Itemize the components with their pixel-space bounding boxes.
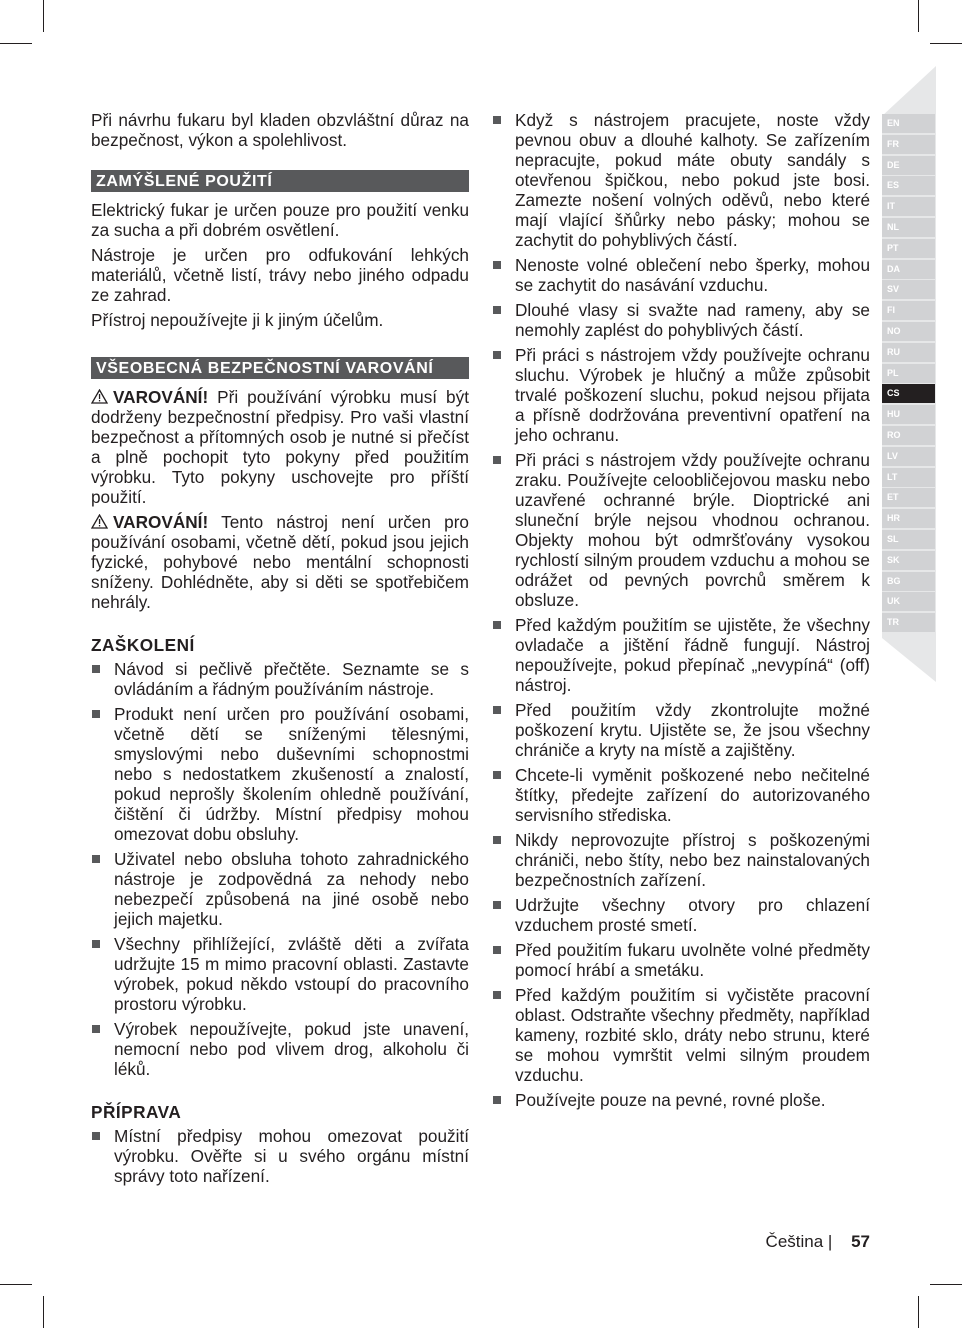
left-column xyxy=(91,110,469,1191)
square-bullet-icon xyxy=(493,946,501,954)
footer-language: Čeština xyxy=(765,1232,824,1251)
list-item: Před každým použitím si vyčistěte pracovní oblast. Odstraňte všechny předměty, například kameny, rozbité sklo, dráty nebo strunu, které se mohou vymrštit velmi silným proudem vzduchu. xyxy=(492,985,870,1085)
list-item: Chcete-li vyměnit poškozené nebo nečitelné štítky, předejte zařízení do autorizovaného servisního střediska. xyxy=(492,765,870,825)
intended-use-paragraph: Přístroj nepoužívejte ji k jiným účelům. xyxy=(91,310,384,330)
language-tab-da[interactable]: DA xyxy=(882,260,935,279)
language-tab-pt[interactable]: PT xyxy=(882,239,935,258)
warning-label: VAROVÁNÍ! xyxy=(113,512,209,532)
square-bullet-icon xyxy=(92,855,100,863)
language-tab-nl[interactable]: NL xyxy=(882,218,935,237)
square-bullet-icon xyxy=(493,901,501,909)
list-item: Produkt není určen pro používání osobami, včetně dětí se sníženými tělesnými, smyslovými nebo duševními schopnostmi nebo s nedostatkem zkušeností a znalostí, pokud neprošly školením ohledně používání, čištění či údržby. Místní předpisy mohou omezovat dobu obsluhy. xyxy=(91,704,469,844)
list-item: Před použitím fukaru uvolněte volné předměty pomocí hrábí a smetáku. xyxy=(492,940,870,980)
crop-mark xyxy=(930,1284,962,1285)
square-bullet-icon xyxy=(493,836,501,844)
training-list xyxy=(91,659,469,1079)
language-tab-tr[interactable]: TR xyxy=(882,613,935,632)
language-tab-sk[interactable]: SK xyxy=(882,551,935,570)
square-bullet-icon xyxy=(493,1096,501,1104)
warning-label: VAROVÁNÍ! xyxy=(113,387,209,407)
list-item: Používejte pouze na pevné, rovné ploše. xyxy=(492,1090,870,1110)
list-item: Udržujte všechny otvory pro chlazení vzduchem prosté smetí. xyxy=(492,895,870,935)
list-item: Při práci s nástrojem vždy používejte ochranu zraku. Používejte celoobličejovou masku nebo uzavřené ochranné brýle. Dioptrické ani sluneční brýle nejsou vhodnou ochranou. Objekty mohou být odmršťovány vysokou rychlostí silným proudem vzduchu a mohou se odrážet od pevných povrchů směrem k obsluze. xyxy=(492,450,870,610)
list-item: Když s nástrojem pracujete, noste vždy pevnou obuv a dlouhé kalhoty. Se zařízením nepracujte, pokud máte obuty sandály s otevřenou špičkou, nebo pokud jste bosi. Zamezte nošení volných oděvů, nebo které mají vlající šňůrky nebo pásky; mohou se zachytit do pohyblivých částí. xyxy=(492,110,870,250)
list-item: Návod si pečlivě přečtěte. Seznamte se s ovládáním a řádným používáním nástroje. xyxy=(91,659,469,699)
square-bullet-icon xyxy=(493,991,501,999)
page-footer xyxy=(766,1232,870,1252)
list-item: Všechny přihlížející, zvláště děti a zvířata udržujte 15 m mimo pracovní oblasti. Zastavte výrobek, pokud někdo vstoupí do pracovního prostoru výrobku. xyxy=(91,934,469,1014)
safety-list xyxy=(492,110,870,1110)
warning-paragraph xyxy=(91,387,469,507)
square-bullet-icon xyxy=(92,665,100,673)
crop-mark xyxy=(43,1296,44,1328)
language-tab-es[interactable]: ES xyxy=(882,176,935,195)
language-tab-sv[interactable]: SV xyxy=(882,280,935,299)
list-item: Místní předpisy mohou omezovat použití výrobku. Ověřte si u svého orgánu místní správy toto nařízení. xyxy=(91,1126,469,1186)
square-bullet-icon xyxy=(493,116,501,124)
language-tab-ro[interactable]: RO xyxy=(882,426,935,445)
language-tab-hr[interactable]: HR xyxy=(882,509,935,528)
language-tab-et[interactable]: ET xyxy=(882,488,935,507)
crop-mark xyxy=(0,43,32,44)
subheading-preparation: PŘÍPRAVA xyxy=(91,1102,182,1122)
warning-paragraph xyxy=(91,512,469,612)
intro-paragraph: Při návrhu fukaru byl kladen obzvláštní důraz na bezpečnost, výkon a spolehlivost. xyxy=(91,110,469,150)
preparation-list xyxy=(91,1126,469,1186)
language-tab-lt[interactable]: LT xyxy=(882,468,935,487)
language-tab-en[interactable]: EN xyxy=(882,114,935,133)
language-tab-no[interactable]: NO xyxy=(882,322,935,341)
language-tab-uk[interactable]: UK xyxy=(882,592,935,611)
page-number: 57 xyxy=(851,1232,870,1251)
crop-mark xyxy=(43,0,44,32)
language-tab-fi[interactable]: FI xyxy=(882,301,935,320)
square-bullet-icon xyxy=(493,706,501,714)
intended-use-paragraph: Elektrický fukar je určen pouze pro použití venku za sucha a při dobrém osvětlení. xyxy=(91,200,469,240)
language-tab-bg[interactable]: BG xyxy=(882,572,935,591)
subheading-training: ZAŠKOLENÍ xyxy=(91,635,195,655)
list-item: Nenoste volné oblečení nebo šperky, mohou se zachytit do nasávání vzduchu. xyxy=(492,255,870,295)
square-bullet-icon xyxy=(493,771,501,779)
right-column xyxy=(492,110,870,1115)
list-item: Nikdy neprovozujte přístroj s poškozenými chrániči, nebo štíty, nebo bez nainstalovaných bezpečnostních zařízení. xyxy=(492,830,870,890)
list-item: Uživatel nebo obsluha tohoto zahradnického nástroje je zodpovědná za nehody nebo nebezpečí způsobená na jiné osobě nebo jejich majetku. xyxy=(91,849,469,929)
footer-separator: | xyxy=(827,1232,833,1251)
language-tab-cs[interactable]: CS xyxy=(882,384,935,403)
list-item: Před použitím vždy zkontrolujte možné poškození krytu. Ujistěte se, že jsou všechny chrániče a kryty na místě a zajištěny. xyxy=(492,700,870,760)
crop-mark xyxy=(930,43,962,44)
square-bullet-icon xyxy=(92,710,100,718)
list-item: Výrobek nepoužívejte, pokud jste unavení, nemocní nebo pod vlivem drog, alkoholu či léků. xyxy=(91,1019,469,1079)
language-tab-sl[interactable]: SL xyxy=(882,530,935,549)
square-bullet-icon xyxy=(493,621,501,629)
language-tab-lv[interactable]: LV xyxy=(882,447,935,466)
language-tab-hu[interactable]: HU xyxy=(882,405,935,424)
square-bullet-icon xyxy=(92,940,100,948)
warning-text: Při používání výrobku musí být dodrženy bezpečnostní předpisy. Pro vaši vlastní bezpečnost a přítomných osob je nutné si přečíst a plně pochopit tyto pokyny před použitím výrobku. Tyto pokyny uschovejte pro příští použití. xyxy=(91,387,469,507)
crop-mark xyxy=(918,0,919,32)
list-item: Dlouhé vlasy si svažte nad rameny, aby se nemohly zaplést do pohyblivých částí. xyxy=(492,300,870,340)
square-bullet-icon xyxy=(92,1132,100,1140)
intended-use-paragraph: Nástroje je určen pro odfukování lehkých materiálů, včetně listí, trávy nebo jiného odpadu ze zahrad. xyxy=(91,245,469,305)
language-tab-de[interactable]: DE xyxy=(882,156,935,175)
square-bullet-icon xyxy=(493,351,501,359)
warning-triangle-icon xyxy=(91,389,108,404)
language-tab-pl[interactable]: PL xyxy=(882,364,935,383)
language-tab-fr[interactable]: FR xyxy=(882,135,935,154)
warning-triangle-icon xyxy=(91,514,108,529)
list-item: Při práci s nástrojem vždy používejte ochranu sluchu. Výrobek je hlučný a může způsobit trvalé poškození sluchu, pokud nejsou přijata a přísně dodržována preventivní opatření na jeho ochranu. xyxy=(492,345,870,445)
section-heading-general-safety: VŠEOBECNÁ BEZPEČNOSTNÍ VAROVÁNÍ xyxy=(91,357,469,379)
square-bullet-icon xyxy=(493,306,501,314)
square-bullet-icon xyxy=(92,1025,100,1033)
warning-text: Tento nástroj není určen pro používání osobami, včetně dětí, pokud jsou jejich fyzické, pohybové nebo mentální schopnosti sníženy. Dohlédněte, aby si děti se spotřebičem nehrály. xyxy=(91,512,469,612)
crop-mark xyxy=(0,1284,32,1285)
square-bullet-icon xyxy=(493,456,501,464)
square-bullet-icon xyxy=(493,261,501,269)
language-tab-ru[interactable]: RU xyxy=(882,343,935,362)
language-tab-it[interactable]: IT xyxy=(882,197,935,216)
section-heading-intended-use: ZAMÝŠLENÉ POUŽITÍ xyxy=(91,170,469,192)
crop-mark xyxy=(918,1296,919,1328)
list-item: Před každým použitím se ujistěte, že všechny ovladače a jištění řádně fungují. Nástroj nepoužívejte, pokud přepínač „nevypíná“ (off) nástroj. xyxy=(492,615,870,695)
